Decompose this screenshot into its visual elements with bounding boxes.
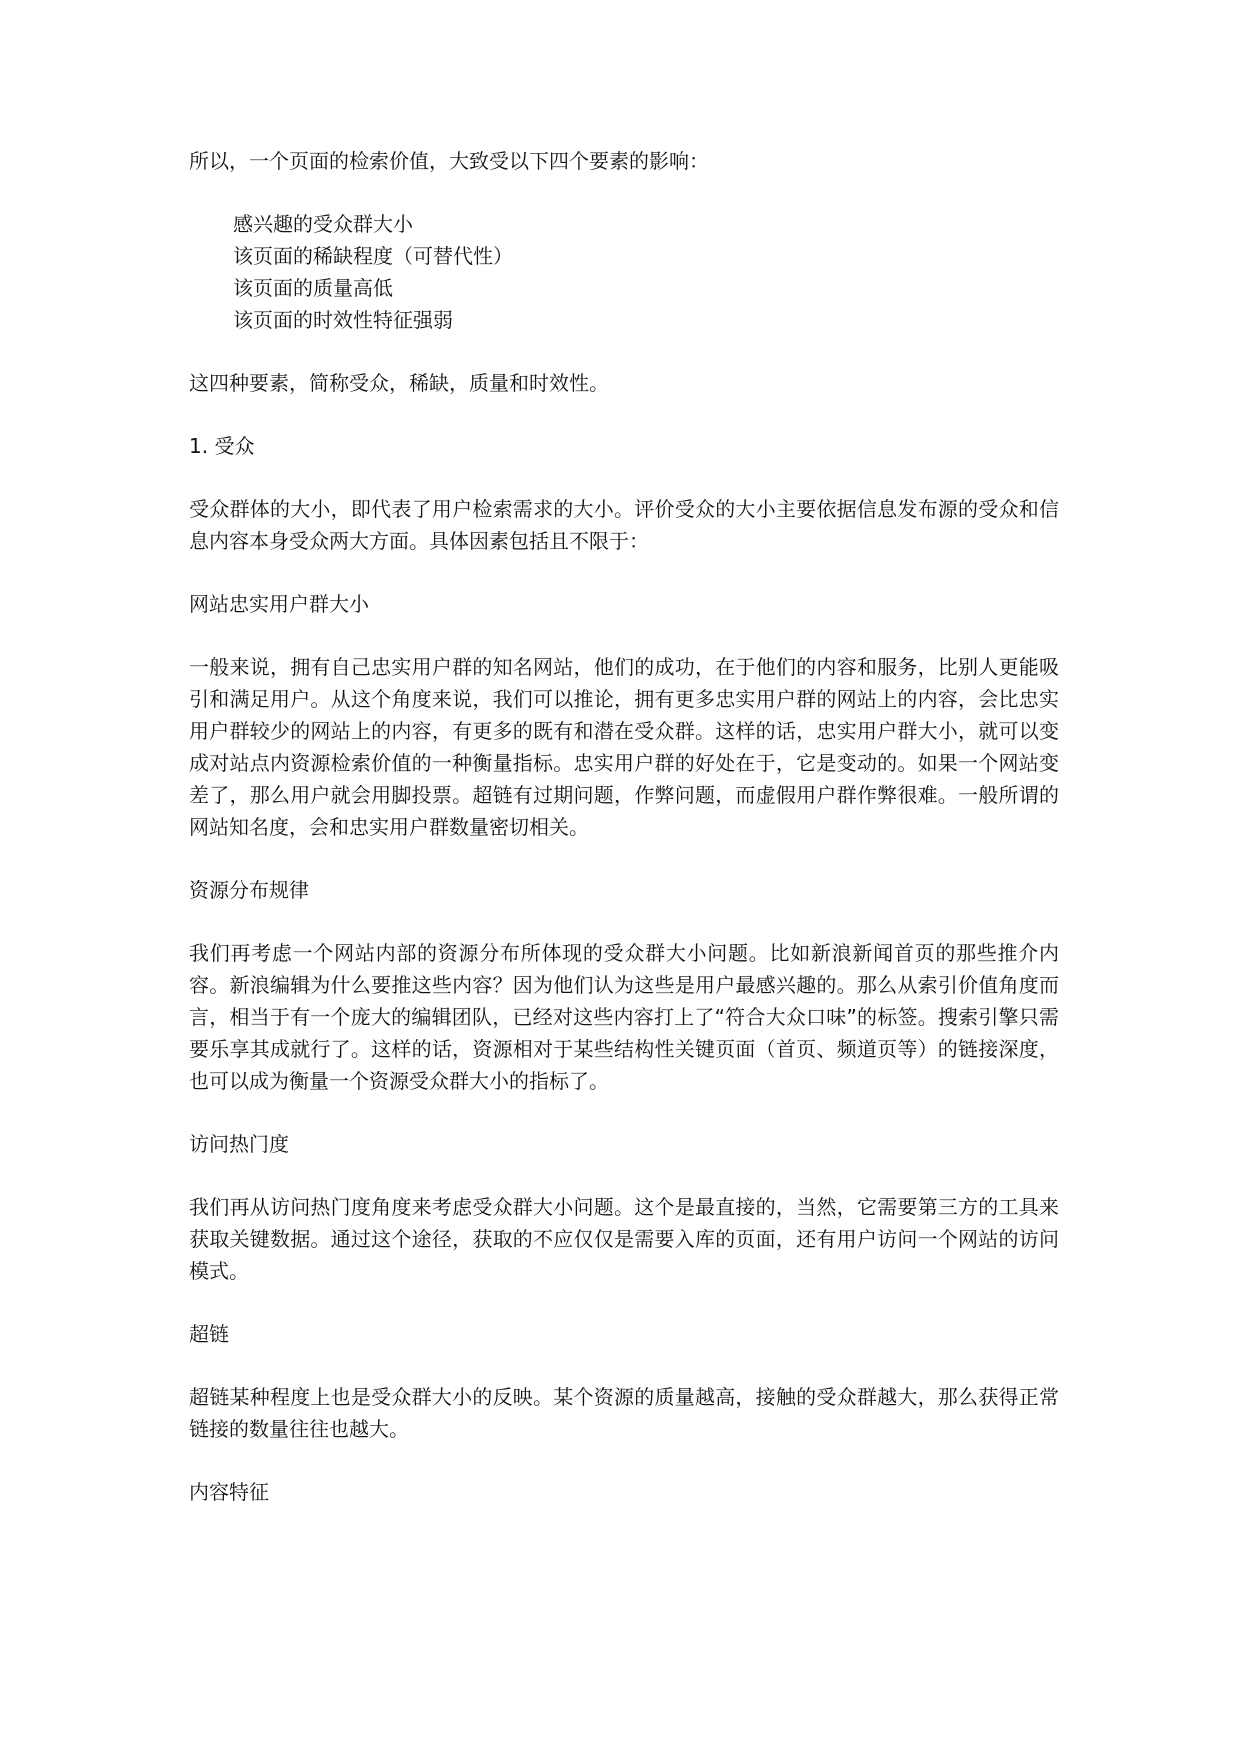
factor-timeliness: 该页面的时效性特征强弱 [233,308,453,332]
intro-paragraph: 所以，一个页面的检索价值，大致受以下四个要素的影响： [189,149,709,173]
summary-paragraph: 这四种要素，简称受众，稀缺，质量和时效性。 [189,371,609,395]
resource-distribution-paragraph: 我们再考虑一个网站内部的资源分布所体现的受众群大小问题。比如新浪新闻首页的那些推介内容。新浪编辑为什么要推这些内容？因为他们认为这些是用户最感兴趣的。那么从索引价值角度而言，相当于有一个庞大的编辑团队，已经对这些内容打上了“符合大众口味”的标签。搜索引擎只需要乐享其成就行了。这样的话，资源相对于某些结构性关键页面（首页、频道页等）的链接深度，也可以成为衡量一个资源受众群大小的指标了。 [189,941,1059,1093]
factor-scarcity: 该页面的稀缺程度（可替代性） [233,244,513,268]
factor-audience: 感兴趣的受众群大小 [233,212,413,236]
document-body [189,145,1059,1539]
section-title-audience: 1. 受众 [189,434,255,458]
factor-quality: 该页面的质量高低 [233,276,393,300]
subheading-hyperlink: 超链 [189,1322,229,1346]
subheading-resource-distribution: 资源分布规律 [189,878,309,902]
subheading-visit-popularity: 访问热门度 [189,1132,289,1156]
hyperlink-paragraph: 超链某种程度上也是受众群大小的反映。某个资源的质量越高，接触的受众群越大，那么获得正常链接的数量往往也越大。 [189,1385,1059,1441]
subheading-loyal-users: 网站忠实用户群大小 [189,592,369,616]
factor-list [233,208,1059,336]
visit-popularity-paragraph: 我们再从访问热门度角度来考虑受众群大小问题。这个是最直接的，当然，它需要第三方的工具来获取关键数据。通过这个途径，获取的不应仅仅是需要入库的页面，还有用户访问一个网站的访问模式。 [189,1195,1059,1283]
loyal-users-paragraph: 一般来说，拥有自己忠实用户群的知名网站，他们的成功，在于他们的内容和服务，比别人更能吸引和满足用户。从这个角度来说，我们可以推论，拥有更多忠实用户群的网站上的内容，会比忠实用户群较少的网站上的内容，有更多的既有和潜在受众群。这样的话，忠实用户群大小，就可以变成对站点内资源检索价值的一种衡量指标。忠实用户群的好处在于，它是变动的。如果一个网站变差了，那么用户就会用脚投票。超链有过期问题，作弊问题，而虚假用户群作弊很难。一般所谓的网站知名度，会和忠实用户群数量密切相关。 [189,655,1059,839]
audience-paragraph: 受众群体的大小，即代表了用户检索需求的大小。评价受众的大小主要依据信息发布源的受众和信息内容本身受众两大方面。具体因素包括且不限于： [189,497,1059,553]
subheading-content-features: 内容特征 [189,1480,269,1504]
